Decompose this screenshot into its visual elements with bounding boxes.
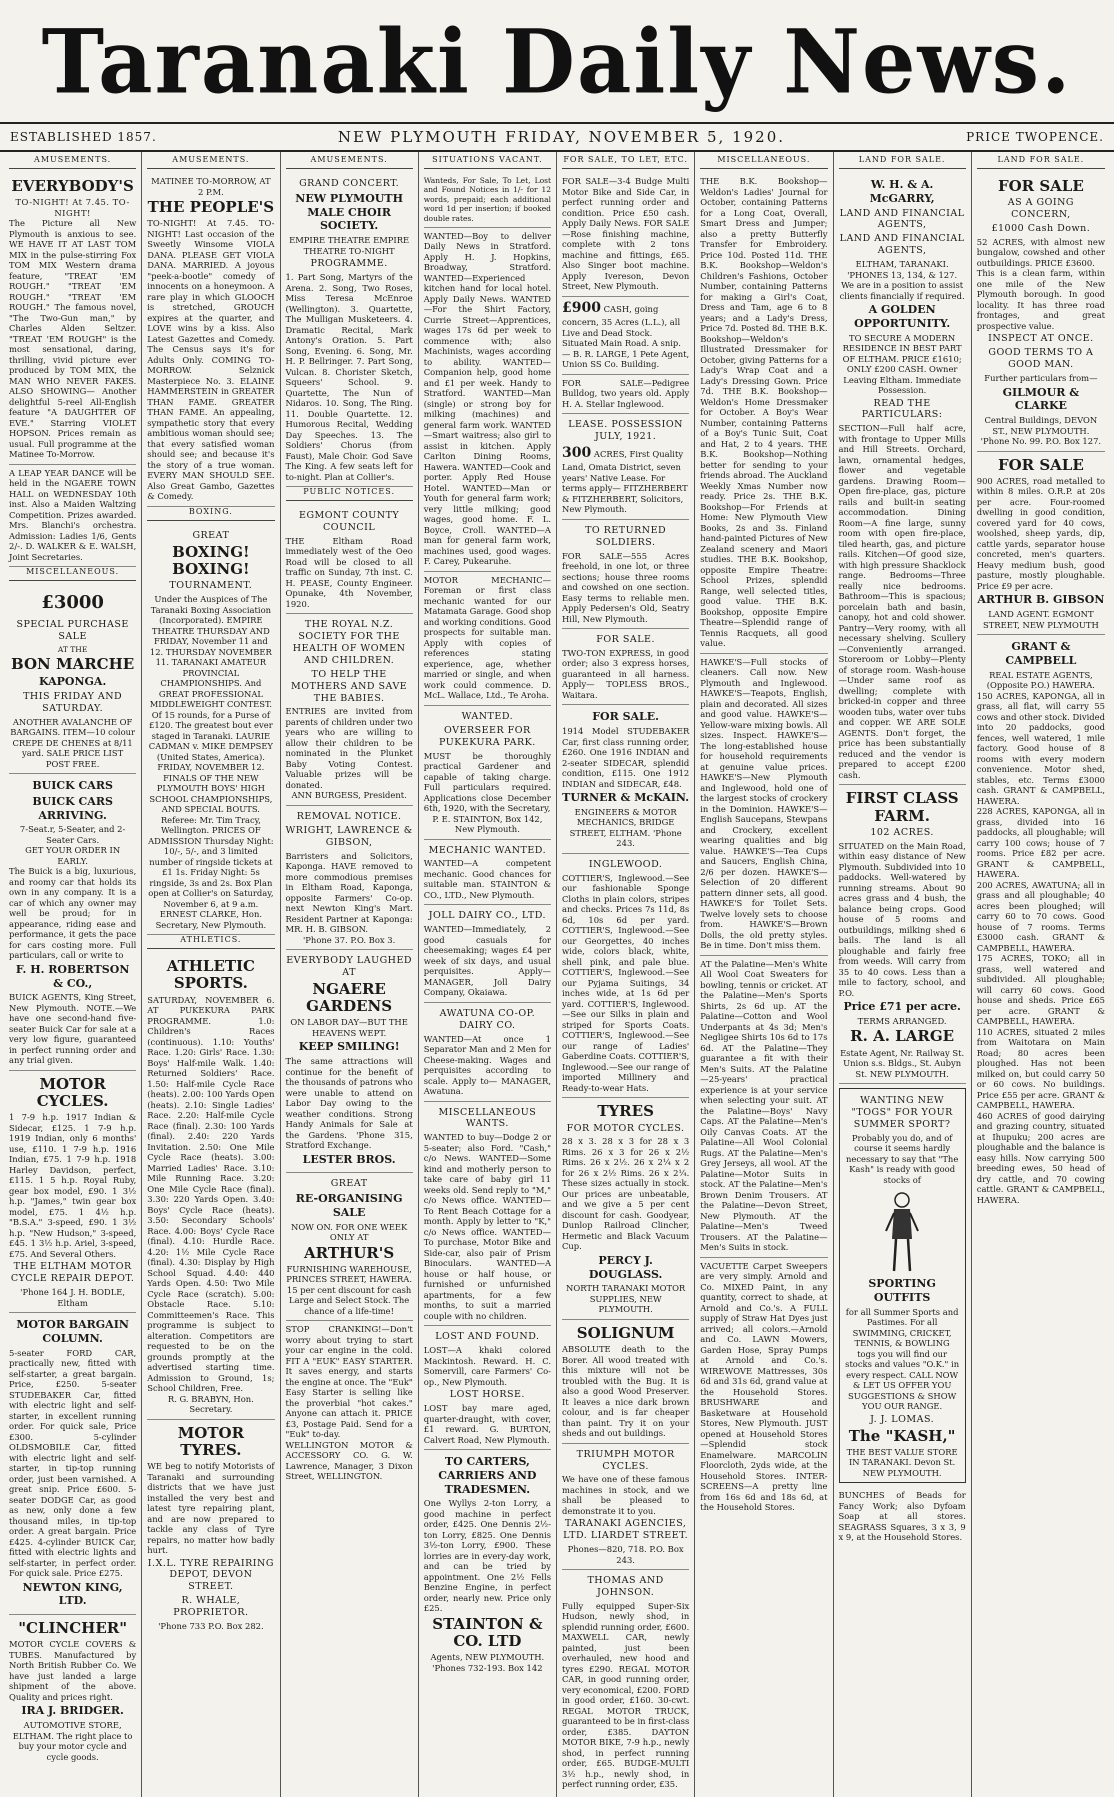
sale-title: SPECIAL PURCHASE SALE bbox=[16, 618, 129, 642]
acres-110: 110 ACRES, situated 2 miles from Waitotara on Main Road; 80 acres been ploughed. Has not been milked on, but could carry 50 or 60 cows. No buildings. Price £55 per acre. GRANT & CAMPBELL, HAWERA. bbox=[976, 1026, 1105, 1110]
motor-tyres-ad bbox=[147, 1420, 274, 1636]
stainton-name: STAINTON & CO. LTD bbox=[432, 1614, 543, 1650]
buick-note: BUICK AGENTS, King Street, New Plymouth. NOTE.—We have one second-hand five-seater Buick Car for sale at a very low figure, guaranteed in perfect running order and any trial given. bbox=[9, 992, 137, 1066]
togs-body: Probably you do, and of course it seems hardly necessary to say that "The Kash" is ready with good stocks of bbox=[845, 1132, 959, 1185]
motor-repair: THE ELTHAM MOTOR CYCLE REPAIR DEPOT. bbox=[10, 1261, 135, 1285]
togs-head: WANTING NEW "TOGS" FOR YOUR SUMMER SPORT? bbox=[851, 1095, 953, 1130]
buick-models: 7-Seat.r, 5-Seater, and 2-Seater Cars. bbox=[19, 824, 126, 845]
arthur-sale: RE-ORGANISING SALE bbox=[295, 1192, 403, 1219]
thomas-head: THOMAS AND JOHNSON. bbox=[587, 1575, 664, 1598]
first-class-farm-ad bbox=[839, 785, 966, 1084]
joll-head: JOLL DAIRY CO., LTD. bbox=[428, 910, 547, 922]
bulldog-ad: FOR SALE—Pedigree Bulldog, two years old. Apply H. A. Stellar Inglewood. bbox=[562, 375, 689, 415]
farm-body: SITUATED on the Main Road, within easy distance of New Plymouth. Subdivided into 10 paddocks. Well-watered by running streams. About 90 acres grass and 4 bush, the balance being crops. Good house of 5 rooms and outbuildings, milking shed 6 bails. The land is all ploughable and fairly free from weeds. Will carry from 35 to 40 cows. Less than a mile to factory, school, and P.O. bbox=[838, 840, 966, 998]
programme-body: 1. Part Song, Martyrs of the Arena. 2. Song, Two Roses, Miss Teresa McEnroe (Wellington). 3. Quartette, The Mulligan Musketeers. 4. Dramatic Recital, Mark Antony's Oration. 5. Part Song, Evening. 6. Song, Mr. H. P. Bellringer. 7. Part Song, Vulcan. 8. Chorister Sketch, Squeers' School. 9. Quartette, The Nun of Nidaros. 10. Song, The Ring. 11. Double Quartette. 12. Humorous Recital, Wedding Day Speeches. 13. The Soldiers' Chorus (from Faust), Male Choir. God Save The King. A few seats left for to-night. Plan at Collier's. bbox=[285, 272, 413, 482]
concern-line: AS A GOING CONCERN, bbox=[1007, 197, 1075, 221]
sale-days: THIS FRIDAY AND SATURDAY. bbox=[23, 690, 123, 714]
kash-sub: THE BEST VALUE STORE IN TARANAKI. Devon St. NEW PLYMOUTH. bbox=[846, 1446, 958, 1478]
misc-wants-body: WANTED to buy—Dodge 2 or 5-seater; also Ford. "Cash," c/o News. WANTED—Some kind and motherly person to take care of baby girl 11 weeks old. Send reply to "M," c/o News office. WANTED—To Rent Beach Cottage for a month. Apply by letter to "K," c/o News office. WANTED—To purchase, Motor Bike and Side-car, also pair of Prism Binoculars. WANTED—A house or half house, or furnished or unfurnished apartments, for a few months, to suit a married couple with no children. bbox=[423, 1132, 551, 1321]
misc-wants bbox=[424, 1102, 551, 1327]
mcgarry-note: We are in a position to assist clients financially if required. bbox=[839, 280, 965, 301]
buick-title: BUICK CARS bbox=[32, 779, 113, 793]
household-stores-ads: VACUETTE Carpet Sweepers are very simply. Arnold and Co. MIXED Paint, in any quantity, correct to shade, at Arnold and Co.'s. A FULL supply of Straw Hat Dyes just arrived; all colors.—Arnold and Co. LAWN Mowers, Garden Hose, Spray Pumps at Arnold and Co.'s. WIREWOVE Mattresses, 30s 6d and 31s 6d, grand value at the Household Stores. BRUSHWARE and Basketware at Household Stores, New Plymouth. JUST opened at Household Stores—Splendid stock Enamelware. MARCOLIN Floorcloth, 2yds wide, at the Household Stores. INTER-SCREENS—A pretty line from 16s 6d and 18s 6d, at the Household Stores. bbox=[700, 1260, 828, 1512]
misc-wants-head: MISCELLANEOUS WANTS. bbox=[438, 1106, 537, 1130]
turner-ad bbox=[562, 705, 689, 854]
euk-firm: WELLINGTON MOTOR & ACCESSORY CO. G. W. Lawrence, Manager, 3 Dixon Street, WELLINGTON. bbox=[285, 1439, 413, 1482]
solignum-title: SOLIGNUM bbox=[576, 1323, 675, 1342]
peoples-ad bbox=[147, 173, 274, 507]
column-heading: LAND FOR SALE. bbox=[839, 155, 966, 169]
choir-venue: EMPIRE THEATRE EMPIRE THEATRE TO-NIGHT bbox=[289, 235, 410, 256]
tyres-prop: R. WHALE, PROPRIETOR. bbox=[173, 1595, 249, 1618]
programme-head: PROGRAMME. bbox=[310, 258, 388, 270]
acres-150: 150 ACRES, KAPONGA, all in grass, all flat, will carry 55 cows and other stock. Divided into 20 paddocks, good fences, well watered, 1 mile factory. Good house of 8 rooms with every modern convenience. Motor shed, stables, etc. Terms £3000 cash. GRANT & CAMPBELL, HAWERA. bbox=[976, 690, 1105, 806]
sale-at: AT THE bbox=[57, 644, 88, 654]
column-7 bbox=[834, 152, 972, 1797]
togs-sports: for all Summer Sports and Pastimes. For all SWIMMING, CRICKET, TENNIS, & BOWLING bbox=[845, 1306, 959, 1349]
dateline-bar bbox=[0, 124, 1114, 152]
percy-sub: NORTH TARANAKI MOTOR SUPPLIES, NEW PLYMOUTH. bbox=[566, 1283, 686, 1315]
smiling-body: The same attractions will continue for the benefit of the thousands of patrons who were unable to attend on Labor Day owing to the weather conditions. Strong Handy Animals for Sale at the Gardens. 'Phone 315, Stratford Exchange. bbox=[285, 1056, 413, 1150]
acres-460: 460 ACRES of good dairying and grazing country, situated at Ihupuku; 200 acres are ploughable and the balance is easy hills. Now carrying 500 breeding ewes, 50 head of dry cattle, and 70 cowing cattle. GRANT & CAMPBELL, HAWERA. bbox=[976, 1110, 1105, 1205]
lost-horse-body: LOST bay mare aged, quarter-draught, with cover, £1 reward. G. BURTON, Calvert Road, New Plymouth. bbox=[423, 1403, 551, 1445]
farm-price: Price £71 per acre. bbox=[843, 1000, 961, 1014]
ngaere-gardens-ad bbox=[286, 950, 413, 1173]
togs-outfits: SPORTING OUTFITS bbox=[868, 1277, 936, 1304]
further-line: Further particulars from— bbox=[984, 373, 1098, 383]
column-heading: LAND FOR SALE. bbox=[977, 155, 1105, 169]
grant-name: GRANT & CAMPBELL bbox=[1005, 640, 1077, 667]
lease-acres: 300 bbox=[562, 444, 592, 461]
golden-title: A GOLDEN OPPORTUNITY. bbox=[854, 303, 951, 330]
boxing-ad bbox=[147, 525, 274, 935]
arthur-body: FURNISHING WAREHOUSE, PRINCES STREET, HAWERA. 15 per cent discount for cash Large and Select Stock. The chance of a life-time! bbox=[286, 1263, 413, 1316]
bk-bookshop-ads: THE B.K. Bookshop—Weldon's Ladies' Journal for October, containing Patterns for a Long Coat, Overall, Smart Dress and Jumper; also a pretty Butterfly Transfer for Embroidery. Price 10d. Posted 11d. THE B.K. Bookshop—Weldon's Children's Fashions, October Number, containing Patterns for making a Girl's Coat, Dress and Tam, age 6 to 8 years; and a Lady's Dress, Price 7d. Posted 8d. THE B.K. Bookshop—Weldon's Illustrated Dressmaker for October, giving Patterns for a Lady's Wrap Coat and a Lady's Dressing Gown. Price 7d. THE B.K. Bookshop—Weldon's Home Dressmaker for October. A Boy's Wear Number, containing Patterns of a Boy's Tunic Suit, Coat and Hat, 2 to 4 years. THE B.K. Bookshop—Nothing better for sending to your friends abroad. The Auckland Weekly Xmas Number now ready. Price 2s. THE B.K. Bookshop—For Friends at Home: New Plymouth View Books, 2s and 3s. Finland hand-painted Pictures of New Zealand scenery and Maori studies. THE B.K. Bookshop, opposite Empire Theatre: School Prizes, splendid Range, well selected titles, good value. THE B.K. Bookshop, opposite Empire Theatre—Splendid range of Tennis Racquets, all good value. bbox=[700, 173, 827, 654]
mechanic-wanted-ad bbox=[424, 840, 551, 906]
removal-body: Barristers and Solicitors, Kaponga. HAVE removed to more commodious premises in Eltham Road, Kaponga, opposite Farmers' Co-op. next Newton King's Mart. Resident Partner at Kaponga: MR. H. B. GIBSON. bbox=[285, 850, 413, 934]
removal-head: REMOVAL NOTICE. bbox=[296, 810, 402, 822]
athletic-secretary: R. G. BRABYN, Hon. Secretary. bbox=[167, 1393, 254, 1414]
buick-body: The Buick is a big, luxurious, and roomy car that holds its own in any company. It is a car of which any owner may well be proud; for in appearance, riding ease and performance, it gets the pace for cars costing more. Full particulars, call or write to bbox=[9, 866, 137, 961]
cash-down: £1000 Cash Down. bbox=[991, 223, 1091, 234]
column-heading: FOR SALE, TO LET, ETC. bbox=[562, 155, 689, 169]
plunket-title: THE ROYAL N.Z. SOCIETY FOR THE HEALTH OF WOMEN AND CHILDREN. bbox=[292, 619, 406, 666]
established-text: ESTABLISHED 1857. bbox=[10, 130, 157, 144]
concert-title: GRAND CONCERT. bbox=[299, 178, 400, 189]
golden-particulars: SECTION—Full half acre, with frontage to Upper Mills and Hill Streets. Orchard, lawn, ornamental hedges, flower and vegetable gardens. Drawing Room—Open fire-place, gas, picture rails and built-in seating accommodation. Dining Room—A fine large, sunny room with open fire-place, tiled hearth, gas, and picture rails. Kitchen—Of good size, with high pressure Shacklock range. Bedrooms—Three really nice bedrooms. Bathroom—This is spacious; porcelain bath and basin, canopy, hot and cold shower. Pantry—Very roomy, with all necessary shelving. Scullery—Conveniently arranged. Storeroom or Lobby—Plenty of storage room. Wash-house—Under same roof as dwelling; complete with bricked-in copper and three wooden tubs, water over tubs and copper. WE ARE SOLE AGENTS. Don't forget, the price has been substantially reduced and the vendor is prepared to accept £200 cash. bbox=[838, 423, 966, 780]
columns bbox=[0, 152, 1114, 1790]
boxing-secretary: ERNEST CLARKE, Hon. Secretary, New Plymouth. bbox=[155, 909, 267, 930]
buick-ad bbox=[9, 774, 136, 1071]
peoples-title: THE PEOPLE'S bbox=[147, 198, 275, 216]
male-choir-ad bbox=[286, 173, 413, 487]
large-body: Estate Agent, Nr. Railway St. Union s.s. Bldgs., St. Aubyn St. NEW PLYMOUTH. bbox=[840, 1047, 965, 1079]
column-2 bbox=[142, 152, 280, 1797]
egmont-notice bbox=[286, 505, 413, 614]
large-name: R. A. LARGE bbox=[850, 1027, 955, 1046]
column-heading: PUBLIC NOTICES. bbox=[286, 487, 413, 501]
percy-name: PERCY J. DOUGLASS. bbox=[588, 1253, 663, 1281]
joll-dairy-ad bbox=[424, 905, 551, 1002]
bargain-body: 5-seater FORD CAR, practically new, fitted with self-starter, a great bargain. Price, £250. 5-seater STUDEBAKER Car, fitted with electric light and self-starter, in excellent running order. For quick sale, Price £300. 5-cylinder OLDSMOBILE Car, fitted with electric light and self-starter, in tip-top running order, just been varnished. A great snip. Price £600. 5-seater DODGE Car, as good as new, only done a few thousand miles, in tip-top order. A great bargain. Price £425. 4-cylinder BUICK Car, fitted with electric lights and self-starter, in perfect order. For quick sale. Price £275. bbox=[9, 1347, 137, 1579]
farm-terms: TERMS ARRANGED. bbox=[857, 1015, 947, 1026]
soldiers-ad bbox=[562, 520, 689, 629]
buick-order: GET YOUR ORDER IN EARLY. bbox=[25, 845, 121, 866]
arthur-great: GREAT bbox=[330, 1178, 368, 1190]
tyres-body: WE beg to notify Motorists of Taranaki and surrounding districts that we have just installed the very best and latest tyre repairing plant, and are now prepared to tackle any class of Tyre repairs, no matter how badly hurt. bbox=[147, 1461, 275, 1555]
cash-body: CASH, going concern, 35 Acres (L.L.), all Live and Dead Stock. Situated Main Road. A snip.— B. R. LARGE, 1 Pete Agent, Union SS Co. Building. bbox=[562, 303, 690, 369]
sale-store: BON MARCHE bbox=[11, 654, 135, 673]
tyres-ad bbox=[562, 1098, 689, 1320]
inglewood-head: INGLEWOOD. bbox=[588, 858, 663, 870]
column-5 bbox=[557, 152, 695, 1797]
mcgarry-loc: ELTHAM, TARANAKI. 'PHONES 13, 134, & 127. bbox=[847, 259, 958, 280]
athletic-title: ATHLETIC SPORTS. bbox=[166, 957, 255, 993]
acres-52-body: This is a clean farm, within one mile of the New Plymouth borough. In good locality. It has three road frontages, and great prospective value. bbox=[976, 268, 1105, 331]
triumph-body: We have one of these famous machines in stock, and we shall be pleased to demonstrate it to you. bbox=[562, 1474, 690, 1516]
clincher-title: "CLINCHER" bbox=[18, 1619, 128, 1638]
egmont-body: THE Eltham Road immediately west of the Oeo Road will be closed to all traffic on Sunday, 7th inst. C. H. PEASE, County Engineer. Opunake, 4th November, 1920. bbox=[285, 535, 413, 609]
terms-line: GOOD TERMS TO A GOOD MAN. bbox=[988, 347, 1094, 371]
sale-place: KAPONGA. bbox=[38, 675, 107, 689]
cash-concern-ad bbox=[562, 297, 689, 375]
arthur-name: ARTHUR'S bbox=[304, 1243, 395, 1262]
motor-phone: 'Phone 164 J. H. BODLE, Eltham bbox=[20, 1287, 126, 1308]
peoples-body: TO-NIGHT! At 7.45. TO-NIGHT! Last occasion of the Sweetly Winsome VIOLA DANA. PLEASE GET VIOLA DANA. MARRIED. A joyous "peek-a-bootle" comedy of innocents on a honeymoon. A rare play in which GLOOCH is stretched, GROUCH expires at the quarter, and LOVE wins by a kiss. Also Latest Gazettes and Comedy. The Census says it's for Adults Only. COMING TO-MORROW. Selznick Masterpiece No. 3. ELAINE HAMMERSTEIN in GREATER THAN FAME. GREATER THAN FAME. An appealing, sympathetic story that every ambitious woman should see; that every satisfied woman should see; and because it's the story of a true woman. EVERY MAN SHOULD SEE. Also Great Gambo, Gazettes & Comedy. bbox=[147, 218, 275, 502]
swimmer-illustration-icon bbox=[844, 1185, 961, 1275]
tyres-sub: FOR MOTOR CYCLES. bbox=[566, 1122, 685, 1134]
overseer-head: WANTED. bbox=[461, 710, 514, 722]
leap-year-dance: A LEAP YEAR DANCE will be held in the NGAERE TOWN HALL on WEDNESDAY 10th inst. Also a Maiden Waltzing Competition. Prizes awarded. Mrs. Blanchi's orchestra. Admission: Ladies 1/6, Gents 2/-. D. WALKER & E. WALSH, Joint Secretaries. bbox=[9, 465, 136, 568]
lester-bros: LESTER BROS. bbox=[302, 1152, 396, 1166]
soldiers-body: FOR SALE—555 Acres freehold, in one lot, or three sections; house three rooms and cowshed on one section. Easy terms to reliable men. Apply Pedersen's Old, Seatry Hill, New Plymouth. bbox=[562, 550, 690, 624]
egmont-title: EGMONT COUNTY COUNCIL bbox=[299, 510, 400, 533]
carriers-body: One Wyllys 2-ton Lorry, a good machine in perfect order, £425. One Dennis 2½-ton Lorry, £825. One Dennis 3½-ton Lorry, £900. These lorries are in every-day work, and can be tried by appointment. One 2½ Fells Benzine Engine, in perfect order, nearly new. Price only £25. bbox=[423, 1498, 551, 1614]
gibson-ad bbox=[977, 452, 1105, 636]
plunket-body: ENTRIES are invited from parents of children under two years who are willing to allow their children to be nominated in the Plunket Baby Voting Contest. Valuable prizes will be donated. bbox=[285, 706, 413, 790]
inspect-line: INSPECT AT ONCE. bbox=[988, 333, 1094, 345]
going-concern-ad bbox=[977, 173, 1105, 452]
for-sale-list: FOR SALE—3-4 Budge Multi Motor Bike and Side Car, in perfect running order and condition. Price £50 cash. Apply Daily News. FOR SALE—Rose finishing machine, complete with 2 tons machine and fittings, £65. Also Singer boot machine. Apply Ivereson, Devon Street, New Plymouth. bbox=[562, 173, 689, 297]
carriers-ad bbox=[424, 1450, 551, 1677]
boxing-body: Under the Auspices of The Taranaki Boxing Association (Incorporated). EMPIRE THEATRE THURSDAY AND FRIDAY, November 11 and 12. THURSDAY NOVEMBER 11. TARANAKI AMATEUR PROVINCIAL CHAMPIONSHIPS. And GREAT PROFESSIONAL MIDDLEWEIGHT CONTEST. Of 15 rounds, for a Purse of £120. The greatest bout ever staged in Taranaki. LAURIE CADMAN v. MIKE DEMPSEY (United States, America). FRIDAY, NOVEMBER 12. FINALS OF THE NEW PLYMOUTH BOYS' HIGH SCHOOL CHAMPIONSHIPS, AND SPECIAL BOUTS. Referee: Mr. Tim Tracy, Wellington. PRICES OF ADMISSION Thursday Night: 10/-, 5/-, and 3 limited number of ringside tickets at £1 1s. Friday Night: 5s ringside, 3s and 2s. Box Plan open at Collier's on Saturday, November 6, at 9 a.m. bbox=[148, 594, 274, 909]
gibson-sub: LAND AGENT. EGMONT STREET, NEW PLYMOUTH bbox=[982, 609, 1099, 630]
lease-ad bbox=[562, 414, 689, 520]
arthurs-ad bbox=[286, 1173, 413, 1321]
kash-title: The "KASH," bbox=[848, 1426, 956, 1445]
mcgarry-name: W. H. & A. McGARRY, bbox=[869, 178, 935, 205]
rates-notice: Wanteds, For Sale, To Let, Lost and Found Notices in 1/- for 12 words, prepaid; each additional word 1d per insertion; if booked double rates. bbox=[424, 173, 551, 228]
buick-arriving: BUICK CARS ARRIVING. bbox=[32, 794, 113, 822]
boxing-title: BOXING! BOXING! bbox=[172, 542, 250, 578]
kash-togs-ad bbox=[839, 1088, 966, 1483]
gilmour-name: GILMOUR & CLARKE bbox=[1002, 385, 1080, 413]
wanted-list: WANTED—Boy to deliver Daily News in Stratford. Apply H. J. Hopkins, Broadway, Stratford. WANTED—Experienced kitchen hand for local hotel. Apply Daily News. WANTED—For the Shirt Factory, Currie Street—Apprentices, wages 17s 6d per week to commence with; also Machinists, wages according to ability. WANTED—Companion help, good home and £1 per week. Handy to Stratford. WANTED—Man (single) or strong boy for milking (machines) and general farm work. WANTED—Smart waitress; also girl to assist in kitchen. Apply Carlton Dining Rooms, Hawera. WANTED—Cook and porter. Apply Red House Hotel. WANTED—Man or Youth for general farm work; very little milking; good wages, good home. F. L. Boyce, Croll. WANTED—A man for general farm work, machines used, good wages. F. Carey, Pukearuhe. bbox=[424, 228, 551, 572]
agencies-phone: Phones—820, 718. P.O. Box 243. bbox=[567, 1544, 684, 1565]
tyres-firm: I.X.L. TYRE REPAIRING DEPOT, DEVON STREET. bbox=[147, 1557, 274, 1593]
removal-firm: WRIGHT, LAWRENCE & GIBSON, bbox=[285, 824, 413, 848]
awatuna-body: WANTED—At once 1 Separator Man and 2 Men for Cheese-making. Wages and perquisites according to scale. Apply to— MANAGER, Awatuna. bbox=[423, 1033, 551, 1096]
overseer-body: MUST be thoroughly practical Gardener and capable of taking charge. Full particulars required. Applications close December 6th, 1920, with the Secretary, bbox=[423, 750, 551, 813]
awatuna-dairy-ad bbox=[424, 1003, 551, 1102]
smiling-title: KEEP SMILING! bbox=[298, 1040, 400, 1054]
column-heading: ATHLETICS. bbox=[147, 935, 274, 949]
joll-body: WANTED—Immediately, 2 good casuals for cheesemaking; wages £4 per week of six days, and usual perquisites. Apply— MANAGER, Joll Dairy Company, Okaiawa. bbox=[423, 924, 551, 998]
column-4 bbox=[419, 152, 557, 1797]
express-body: TWO-TON EXPRESS, in good order; also 3 express horses, guaranteed in all harness. Apply— TOPLESS BROS., Waitara. bbox=[562, 647, 690, 700]
triumph-head: TRIUMPH MOTOR CYCLES. bbox=[576, 1448, 675, 1472]
farm-acres: 102 ACRES. bbox=[870, 826, 934, 838]
triumph-ad bbox=[562, 1444, 689, 1571]
lost-head: LOST AND FOUND. bbox=[435, 1331, 540, 1343]
turner-head: FOR SALE. bbox=[592, 710, 660, 724]
boxing-tournament: TOURNAMENT. bbox=[169, 580, 253, 592]
mcgarry-sub: LAND AND FINANCIAL AGENTS, bbox=[839, 207, 965, 231]
column-3 bbox=[281, 152, 419, 1797]
inglewood-body: COTTIER'S, Inglewood.—See our fashionable Sponge Cloths in plain colors, stripes and checks. Prices 7s 11d, 8s 6d, 10s 6d per yard. COTTIER'S, Inglewood.—See our Georgettes, 40 inches wide, colors black, white, shell pink, and pale blue. COTTIER'S, Inglewood.—See our Pyjama Suitings, 34 inches wide, at 1s 6d per yard. COTTIER'S, Inglewood.—See our Silks in plain and striped for Sports Coats. COTTIER'S, Inglewood.—See our range of Ladies' Gaberdine Coats. COTTIER'S, Inglewood.—See our range of imported Millinery and Ready-to-wear Hats. bbox=[562, 872, 690, 1093]
grant-campbell-ad bbox=[977, 635, 1105, 1209]
acres-900: 900 ACRES, road metalled to within 8 miles. O.R.P. at 20s per acre. Four-roomed dwelling in good condition, covered yard for 40 cows, woolshed, sheep yards, dip, cattle yards, separator house concreted, men's quarters. Heavy medium bush, good pasture, mostly ploughable. Price £9 per acre. bbox=[976, 475, 1105, 591]
euk-starter-ad bbox=[286, 1321, 413, 1486]
for-sale-title-2: FOR SALE bbox=[997, 455, 1084, 474]
motor-mechanic-ad: MOTOR MECHANIC—Foreman or first class mechanic wanted for our Matamata Garage. Good shop and working conditions. Good prospects for suitable man. Apply with copies of references stating experience, age, whether married or single, and when work could commence. D. McL. Wallace, Ltd., Te Aroha. bbox=[424, 572, 551, 706]
column-heading: BOXING. bbox=[147, 507, 274, 521]
express-head: FOR SALE. bbox=[596, 634, 655, 645]
buick-agent: F. H. ROBERTSON & CO., bbox=[15, 962, 130, 990]
golden-body: TO SECURE A MODERN RESIDENCE IN BEST PART OF ELTHAM. PRICE £1610; ONLY £200 CASH. Owner Leaving Eltham. Immediate Possession. bbox=[842, 332, 962, 395]
column-heading: AMUSEMENTS. bbox=[9, 155, 136, 169]
thomas-body: Fully equipped Super-Six Hudson, newly shod, in splendid running order, £600. MAXWELL CAR, newly painted, just been overhauled, new hood and tyres £290. REGAL MOTOR CAR, in good running order, very economical, £200. FORD in good order, £160. 30-cwt. REGAL MOTOR TRUCK, guaranteed to be in first-class order, £385. DAYTON MOTOR BIKE, 7-9 h.p., newly shod, in perfect running order, £65. BUDGE-MULTI 3½ h.p., newly shod, in perfect running order, £35. bbox=[562, 1600, 690, 1790]
bridger-name: IRA J. BRIDGER. bbox=[21, 1704, 124, 1718]
beads-ad: BUNCHES of Beads for Fancy Work; also Dyfoam Soap at all stores. SEAGRASS Squares, 3 x 3, 9 x 9, at the Household Stores. bbox=[838, 1490, 966, 1543]
overseer-sign: P. E. STAINTON, Box 142, New Plymouth. bbox=[432, 813, 543, 834]
acres-228: 228 ACRES, KAPONGA, all in grass, divided into 16 paddocks, all ploughable; will carry 100 cows; house of 7 rooms. Price £82 per acre. GRANT & CAMPBELL, HAWERA. bbox=[976, 806, 1105, 879]
laughed-line: EVERYBODY LAUGHED AT bbox=[286, 955, 413, 978]
mcgarry-sub2: LAND AND FINANCIAL AGENTS, bbox=[839, 233, 965, 257]
ngaere-sub: ON LABOR DAY—BUT THE HEAVENS WEPT. bbox=[290, 1017, 408, 1038]
removal-phone: 'Phone 37. P.O. Box 3. bbox=[303, 934, 396, 945]
express-ad bbox=[562, 629, 689, 705]
acres-52: 52 ACRES, with almost new bungalow, cowshed and other outbuildings. PRICE £3600. bbox=[976, 236, 1105, 268]
matinee-line: MATINEE TO-MORROW, AT 2 P.M. bbox=[151, 176, 271, 197]
overseer-ad bbox=[424, 706, 551, 840]
sale-body: ANOTHER AVALANCHE OF BARGAINS. ITEM—10 colour CREPE DE CHENES at 8/11 yard. SALE PRICE LIST POST FREE. bbox=[10, 716, 136, 769]
gilmour-sub: Central Buildings, DEVON ST., NEW PLYMOUTH. 'Phone No. 99. P.O. Box 127. bbox=[980, 415, 1102, 446]
carriers-head: TO CARTERS, CARRIERS AND TRADESMEN. bbox=[438, 1455, 537, 1496]
plunket-help: TO HELP THE MOTHERS AND SAVE THE BABIES. bbox=[290, 668, 408, 704]
motor-body: 1 7-9 h.p. 1917 Indian & Sidecar, £125. 1 7-9 h.p. 1919 Indian, only 6 months' use, £110. 1 7-9 h.p. 1916 Indian, £75. 1 7-9 h.p. 1918 Harley Davidson, perfect, £115. 1 5 h.p. Royal Ruby, gear box model, £90. 1 3½ h.p. "James," twin gear box model, £75. 1 4½ h.p. "B.S.A." 3-speed, £90. 1 3½ h.p. "New Hudson," 3-speed, £45. 1 3½ h.p. Ariel, 3-speed, £75. And Several Others. bbox=[9, 1112, 137, 1259]
thomas-johnson-ad bbox=[562, 1570, 689, 1794]
acres-200: 200 ACRES, AWATUNA; all in grass and all ploughable; 40 acres been ploughed; will carry 60 to 70 cows. Good house of 7 rooms. Terms £3000 cash. GRANT & CAMPBELL, HAWERA. bbox=[976, 879, 1105, 953]
lost-body: LOST—A khaki colored Mackintosh. Reward. H. C. Somervill, care Farmers' Co-op., New Plymouth. bbox=[423, 1345, 551, 1387]
golden-read: READ THE PARTICULARS: bbox=[861, 397, 943, 421]
lost-horse-head: LOST HORSE. bbox=[449, 1389, 525, 1401]
column-8 bbox=[972, 152, 1110, 1797]
grant-sub: REAL ESTATE AGENTS, (Opposite P.O.) HAWERA. bbox=[986, 669, 1095, 690]
plunket-notice bbox=[286, 614, 413, 806]
mech-body: WANTED—A competent mechanic. Good chances for suitable man. STAINTON & CO., LTD., New Plymouth. bbox=[423, 858, 551, 900]
motor-cycles-ad bbox=[9, 1071, 136, 1313]
clincher-body: MOTOR CYCLE COVERS & TUBES. Manufactured by North British Rubber Co. We have just landed a large shipment of the above. Quality and prices right. bbox=[9, 1639, 137, 1702]
clincher-ad bbox=[9, 1615, 136, 1766]
bon-marche-ad bbox=[9, 585, 136, 774]
stainton-phone: 'Phones 732-193. Box 142 bbox=[432, 1662, 543, 1673]
choir-name: NEW PLYMOUTH MALE CHOIR SOCIETY. bbox=[295, 191, 403, 233]
motor-title: MOTOR CYCLES. bbox=[36, 1074, 109, 1111]
studebaker-body: 1914 Model STUDEBAKER Car, first class running order, £260. One 1916 INDIAN and 2-seater SIDECAR, splendid condition, £115. One 1912 INDIAN and SIDECAR, £48. bbox=[562, 726, 690, 789]
hawkes-ads: HAWKE'S—Full stocks of cleaners. Call now. New Plymouth and Inglewood. HAWKE'S—Teapots, English, plain and decorated. All sizes and good value. HAWKE'S—Yellow-ware mixing bowls. All sizes. Inspect. HAWKE'S—The long-established house for household requirements at genuine value prices. HAWKE'S—New Plymouth and Inglewood, hold one of the largest stocks of crockery in the Dominion. HAWKE'S—English Saucepans, Stewpans and Crockery, excellent wearing qualities and big value. HAWKE'S—Tea Cups and Saucers, English China, 2/6 per dozen. HAWKE'S—Selection of 20 different pattern dinner sets, all good. HAWKE'S for Toilet Sets. Twelve lovely sets to choose from. HAWKE'S—Brown Dolls, the old pretty styles. Be in time. Don't miss them. bbox=[700, 654, 827, 956]
column-heading: MISCELLANEOUS. bbox=[700, 155, 827, 169]
athletic-body: SATURDAY, NOVEMBER 6. AT PUKEKURA PARK PROGRAMME. 1.0: Children's Races (continuous). 1.10: Youths' Race. 1.20: Girls' Race. 1.30: Boys' Half-mile Walk. 1.40: Returned Soldiers' Race. 1.50: Half-mile Cycle Race (heats). 2.00: 100 Yards Open (heats). 2.10: Single Ladies' Race. 2.20: Half-mile Cycle Race (final). 2.30: 100 Yards (final). 2.40: 220 Yards Invitation. 2.50: One Mile Cycle Race (heats). 3.00: Married Ladies' Race. 3.10: Mile Running Race. 3.20: One Mile Cycle Race (final). 3.30: 220 Yards Open. 3.40: Boys' Cycle Race (heats). 3.50: Secondary Schools' Race. 4.00: Boys' Cycle Race (final). 4.10: Hurdle Race. 4.20: 1½ Mile Cycle Race (final). 4.30: Display by High School Squad. 4.40: 440 Yards Open. 4.50: Two Mile Cycle Race (scratch). 5.00: Obstacle Race. 5.10: Committeemen's Race. This programme is subject to alteration. Competitors are requested to be on the grounds promptly at the advertised starting time. Admission to Ground, 1s; School Children, Free. bbox=[147, 994, 275, 1393]
tyres-head: TYRES bbox=[597, 1102, 654, 1121]
inglewood-ads bbox=[562, 854, 689, 1098]
motor-bargain-ad bbox=[9, 1313, 136, 1615]
column-heading: MISCELLANEOUS. bbox=[9, 567, 136, 581]
boxing-great: GREAT bbox=[192, 529, 230, 541]
removal-notice bbox=[286, 806, 413, 950]
solignum-ad bbox=[562, 1320, 689, 1444]
arthur-now: NOW ON. FOR ONE WEEK ONLY AT bbox=[291, 1221, 408, 1243]
plunket-sign: ANN BURGESS, President. bbox=[291, 790, 407, 801]
masthead-title: Taranaki Daily News. bbox=[41, 9, 1073, 113]
overseer-title: OVERSEER FOR PUKEKURA PARK. bbox=[439, 724, 536, 748]
lomas-name: J. J. LOMAS. bbox=[870, 1413, 935, 1425]
cash-amount: £900 bbox=[562, 299, 601, 316]
sale-amount: £3000 bbox=[41, 592, 104, 614]
bridger-body: AUTOMOTIVE STORE, ELTHAM. The right place to buy your motor cycle and cycle goods. bbox=[12, 1720, 133, 1762]
agencies-name: TARANAKI AGENCIES, LTD. LIARDET STREET. bbox=[563, 1518, 689, 1542]
column-heading: AMUSEMENTS. bbox=[147, 155, 274, 169]
lease-body: ACRES, First Quality Land, Omata District, seven years' Native Lease. For terms apply— FITZHERBERT & FITZHERBERT, Solicitors, New Plymouth. bbox=[562, 448, 688, 515]
column-6 bbox=[695, 152, 833, 1797]
ad-body: The Picture all New Plymouth is anxious to see. WE HAVE IT AT LAST TOM MIX in the pulse-stirring Fox TOM MIX Western drama feature, "TREAT 'EM ROUGH." "TREAT 'EM ROUGH." "TREAT 'EM ROUGH." The famous novel, "The Two-Gun man," by Charles Alden Seltzer. "TREAT 'EM ROUGH" is the most sensational, daring, thrilling, vivid picture ever produced by TOM MIX, the MAN WHO NEVER FAKES. ALSO SHOWING— Another delightful 5-reel All-English feature "A DAUGHTER OF EVE." Starring VIOLET HOPSON. Prices remain as usual. Full programme at the Matinee To-Morrow. bbox=[9, 218, 137, 460]
tyres-phone: 'Phone 733 P.O. Box 282. bbox=[158, 1620, 264, 1631]
bargain-title: MOTOR BARGAIN COLUMN. bbox=[16, 1318, 129, 1345]
turner-body: ENGINEERS & MOTOR MECHANICS, BRIDGE STREET, ELTHAM. 'Phone 243. bbox=[569, 806, 682, 849]
newton-king: NEWTON KING, LTD. bbox=[22, 1580, 123, 1608]
togs-call: togs you will find our stocks and values "O.K." in every respect. CALL NOW & LET US OFFER YOU SUGGESTIONS & SHOW YOU OUR RANGE. bbox=[845, 1348, 960, 1412]
ngaere-title: NGAERE GARDENS bbox=[306, 979, 393, 1015]
gibson-name: ARTHUR B. GIBSON bbox=[977, 593, 1105, 607]
soldiers-head: TO RETURNED SOLDIERS. bbox=[585, 524, 667, 548]
mech-head: MECHANIC WANTED. bbox=[428, 844, 547, 856]
column-heading: SITUATIONS VACANT. bbox=[424, 155, 551, 169]
masthead bbox=[0, 0, 1114, 124]
lease-head: LEASE. POSSESSION JULY, 1921. bbox=[568, 419, 683, 442]
issue-date: NEW PLYMOUTH FRIDAY, NOVEMBER 5, 1920. bbox=[337, 128, 786, 146]
column-1 bbox=[4, 152, 142, 1797]
price-text: PRICE TWOPENCE. bbox=[966, 130, 1104, 144]
euk-body: STOP CRANKING!—Don't worry about trying to start your car engine in the cold. FIT A "EUK" EASY STARTER. It saves energy, and starts the engine at once. The "Euk" Easy Starter is selling like the proverbial "hot cakes." Anyone can attach it. PRICE £3, Postage Paid. Send for a "Euk" to-day. bbox=[285, 1324, 413, 1440]
ad-subtitle: TO-NIGHT! At 7.45. TO-NIGHT! bbox=[15, 197, 130, 218]
ad-title: EVERYBODY'S bbox=[11, 177, 134, 195]
solignum-body: ABSOLUTE death to the Borer. All wood treated with this mixture will not be troubled with the Bug. It is also a good Wood Preserver. It leaves a nice dark brown colour, and is far cheaper than paint. Try it on your sheds and out buildings. bbox=[562, 1344, 690, 1439]
acres-175: 175 ACRES, TOKO; all in grass, well watered and subdivided. All ploughable; will carry 60 cows. Good house and sheds. Price £65 per acre. GRANT & CAMPBELL, HAWERA. bbox=[976, 953, 1105, 1026]
column-heading: AMUSEMENTS. bbox=[286, 155, 413, 169]
athletic-ad bbox=[147, 953, 274, 1420]
everybodys-ad bbox=[9, 173, 136, 465]
palatine-ads: AT the Palatine—Men's White All Wool Coat Sweaters for bowling, tennis or cricket. AT the Palatine—Men's Sports Shirts, 2s 6d up. AT the Palatine—Cotton and Wool Underpants at 4s 3d; Men's Negligee Shirts 10s 6d to 17s 6d. AT the Palatine—They guarantee a fit with their Men's Suits. AT the Palatine—25-years' practical experience is at your service when selecting your suit. AT the Palatine—Boys' Navy Caps. AT the Palatine—Men's Oily Canvas Coats. AT the Palatine—All Wool Colonial Rugs. AT the Palatine—Men's Grey Jerseys, all wool. AT the Palatine—Motor Suits in stock. AT the Palatine—Men's Brown Denim Trousers. AT the Palatine—Devon Street, New Plymouth. AT the Palatine—Men's Tweed Trousers. AT the Palatine—Men's Suits in stock. bbox=[700, 956, 827, 1258]
tyres-title: MOTOR TYRES. bbox=[177, 1423, 245, 1459]
mcgarry-ad bbox=[839, 173, 966, 785]
farm-title: FIRST CLASS FARM. bbox=[845, 789, 959, 825]
awatuna-head: AWATUNA CO-OP. DAIRY CO. bbox=[439, 1007, 536, 1031]
tyres-sizes: 28 x 3. 28 x 3 for 28 x 3 Rims. 26 x 3 for 26 x 2½ Rims. 26 x 2½. 26 x 2¼ x 2 for 26 x 2½ Rims. 26 x 2¼. These sizes actually in stock. Our prices are unbeatable, and we give a 5 per cent discount for cash. Goodyear, Dunlop Railroad Clincher, Hermetic and Black Vacuum Cup. bbox=[562, 1136, 690, 1252]
turner-name: TURNER & McKAIN. bbox=[562, 791, 690, 805]
for-sale-title: FOR SALE bbox=[997, 177, 1084, 195]
lost-found bbox=[424, 1326, 551, 1450]
stainton-sub: Agents, NEW PLYMOUTH. bbox=[430, 1652, 545, 1663]
